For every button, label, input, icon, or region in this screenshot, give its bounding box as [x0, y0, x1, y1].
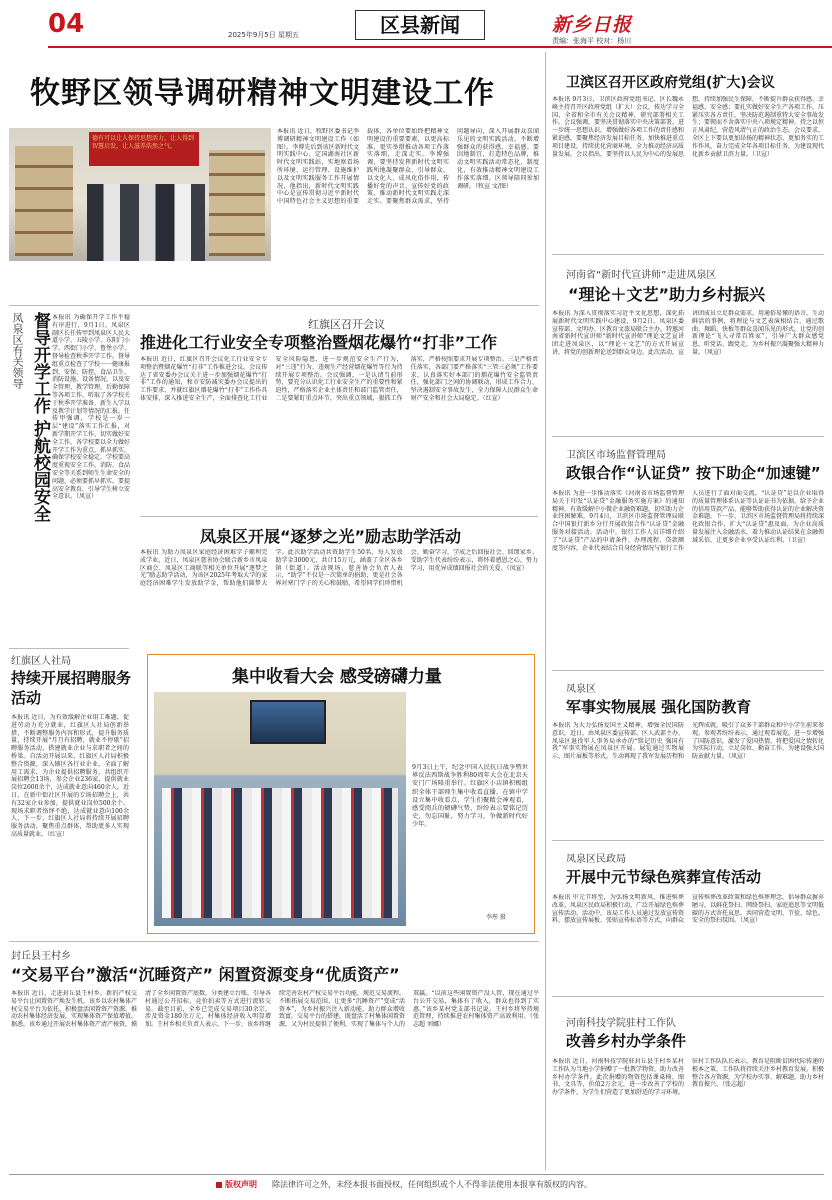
people-silhouettes	[87, 184, 205, 261]
country-headline: “交易平台”激活“沉睡资产” 闲置资源变身“优质资产”	[11, 965, 400, 984]
divider-main	[9, 305, 539, 306]
bookshelf-left	[15, 146, 73, 256]
wzrs-kicker: 红旗区人社局	[11, 656, 71, 667]
main-headline: 牧野区领导调研精神文明建设工作	[30, 76, 495, 111]
divider-r5	[552, 996, 824, 997]
safety-headline: 推进化工行业安全专项整治暨烟花爆竹“打非”工作	[140, 333, 498, 352]
wzrs-body: 本报讯 近日，为有效缓解企业用工难题，促进劳动力充分就业，红旗区人社局创新举措，不断调整服务内容和形式，提升服务质量，持续开展“月月有招聘，就业不停歇”招聘服务活动，搭建就业企业与求职者之间的桥梁。自活动开展以来，红旗区人社局积极整合资源，深入辖区各行业企业，全面了解用工需求，为企业提供招聘服务，共组织开展招聘会13场，参会企业236家，提供就业岗位2600余个，达成就业意向460余人。近日，在新中街社区开展的专场招聘会上，共有32家企业参加，提供就业岗位500余个。现场求职者络绎不绝，达成就业意向100余人，下一步，红旗区人社局将持续开展招聘服务活动，聚焦重点群体，帮助更多人实现高质量就业。（红宣）	[11, 714, 129, 838]
brand-logo: 新乡日报	[552, 14, 633, 36]
right6-body: 本报讯 近日，河南科技学院驻封丘县王村乡某村工作队为当地小学捐赠了一批教学物资，助力改善乡村办学条件。此次捐赠的物资包括课桌椅、图书、文具等，价值2万余元，进一步改善了学校的办学条件，为学生们营造了更加舒适的学习环境。驻村工作队队长表示，教育是阻断贫困代际传递的根本之策，工作队将持续关注乡村教育发展，积极整合各方资源，为学校办实事、解难题，助力乡村教育振兴。（张志超）	[552, 1058, 824, 1097]
divider-safety	[140, 516, 538, 517]
right4-kicker: 凤泉区	[566, 684, 596, 695]
zhuxue-body: 本报讯 为助力凤泉区家庭经济困难学子顺利完成学业，近日，凤泉区慈善协会联合新乡市凤泉区商会、凤泉区工商联等相关单位开展“逐梦之光”励志助学活动，为该区2025年考取大学的家庭经济困难学生发放助学金，帮助他们圆梦大学。此次助学活动共资助学生50名，每人发放助学金3000元，共计15万元，涵盖了全区各乡镇（街道）。活动现场，慈善协会负责人表示，“助学”不仅是一次简单的捐助，更是社会各界对寒门学子的关心和鼓励，希望同学们珍惜机会、勤奋学习，学成之后回报社会、回馈家乡。受助学生代表纷纷表示，将怀着感恩之心，努力学习，用优异成绩回报社会的关爱。（凤宣）	[140, 549, 538, 588]
safety-body: 本报讯 近日，红旗区召开会议化工行业安全专项整治暨烟花爆竹“打非”工作推进会议。会议传达了省安委办会议关于进一步加强烟花爆竹“打非”工作的通知，和市安防减灾委办会议提出的工作要求，并就红旗区烟花爆竹“打非”工作作具体安排，深入推进安全生产，全面排查化工行业安全风险隐患，进一步规范安全生产行为，对“三违”行为、违规生产经营烟花爆竹等行为持续开展专项整治。会议强调，一是认清当前形势，要充分认识化工行业安全生产的重要性和紧迫性，严格落实企业主体责任和部门监管责任，二是要紧盯重点环节，突出重点领域，狠抓工作落实，严格按照要求开展专项整治。三是严格责任落实，各部门要严格落实“三管三必须”工作要求，认真落实好本部门的烟花爆竹安全监管责任，强化部门之间的协调联动，形成工作合力，坚决遏制安全事故发生，全力保障人民群众生命财产安全和社会大局稳定。（红宣）	[140, 356, 538, 402]
main-body: 本报讯 近日，牧野区委书记李博调研精神文明建设工作（如图）。李博先后到该区新时代文明实践中心、定国湖南社区新时代文明实践站，实地察看场所环境、运行管理、设施维护以及文明实践服务工作开展情况，他指出，新时代文明实践中心是宣传贯彻习近平新时代中国特色社会主义思想的重要载体，各单位要始终把精神文明建设的重要要素，以更高标准、更实举措推动各项工作落实落细，走深走实。李博强调，要坚持发挥新时代文明实践所地凝聚群众、引导群众、以文化人、成风化俗作用，传播好党的声音、宣传好党的政策，推动新时代文明实践走深走实。要聚焦群众需求，坚持问题导向，深入开展群众喜闻乐见的文明实践活动，不断增强群众的获得感、幸福感。要因地制宜，打造特色品牌，推动文明实践活动常态化、制度化，有效推动精神文明建设工作落实落细。区领导陪同参加调研。（牧宣 文/图）	[277, 128, 539, 206]
sidebar-body: 本报讯 为确保开学工作平稳有序进行，9月1日，凤泉区副区长任传甲到凤泉区人民大道小学、五陵小学、东阳门小学、西街门小学、鲁堡小学、督导检查秋季开学工作。督导组重点检查了学校一一健康报到、安保、防控，食品卫生、消防设施、设备情况，以及安全管理、教学管理、后勤保障等各项工作，听取了各学校关于秋季开学准备、新生入学以及教学计划等情况的汇报。任传甲强调，学校是一岁一层“建设”落实工作汇报，对新学期开学工作，切实做好安全工作，各学校要以全力做好开学工作为重点，抓早抓实，确保学校安全稳定。学校要高度重视安全工作，消防、食品安全等关系到师生生命安全的问题，必须要抓早抓实。要提高安全教育，引导学生树立安全意识。（凤宣）	[52, 314, 130, 501]
right1-body: 本报讯 9月3日，卫滨区政府党组书记、区长魏永峰主持召开区政府党组（扩大）会议，传达学习全国、全省和全市有关会议精神，研究部署相关工作。会议强调，要坚决贯彻落实中央决策部署，进一步统一思想认识，增强做好各项工作的责任感和紧迫感，要聚焦经济发展目标任务，加快推进重点项目建设，持续优化营商环境，全力推动经济高质量发展。会议指出，要坚持以人民为中心的发展思想，持续加强民生保障，不断提升群众获得感、幸福感、安全感；要扎实做好安全生产各项工作，压紧压实各方责任，坚决防范遏制重特大安全事故发生；要锲而不舍落实中央八项规定精神，持之以恒正风肃纪，营造风清气正的政治生态。会议要求，全区上下要以更加昂扬的精神状态、更加务实的工作作风，奋力完成全年各项目标任务，为建设现代化新乡贡献卫滨力量。（卫宣）	[552, 96, 824, 158]
masthead-rule	[48, 46, 832, 48]
students-rows	[162, 788, 398, 918]
safety-kicker: 红旗区召开会议	[308, 318, 385, 331]
photo-banner: 德有可以让人保持思想活力，让人得到智慧启发，让人滋养浩然之气。	[89, 132, 199, 166]
right2-body: 本报讯 为深入贯彻落实习近平文化思想，深化拓展新时代文明实践中心建设，9月2日，凤泉区委宣传部、文明办、区教育文旅局联合主办，特邀河南省新时代宣讲师“新时代宣讲师”理论文艺宣讲团走进凤泉区，以“理论＋文艺”的方式开展宣讲，将党的创新理论送到群众身边。此次活动，宣讲团成员立足群众需求，用通俗易懂的语言、生动鲜活的事例，将理论与文艺表演相结合，通过歌曲、舞蹈、快板等群众喜闻乐见的形式，让党的创新理论“飞入寻常百姓家”，引导广大群众感党恩、听党话、跟党走，为乡村振兴凝聚强大精神力量。（凤宣）	[552, 310, 824, 356]
divider-r1	[552, 254, 824, 255]
section-title: 区县新闻	[355, 10, 485, 40]
sidebar-label: 凤泉区有关领导	[11, 312, 24, 389]
right2-headline: “理论＋文艺”助力乡村振兴	[568, 285, 766, 304]
right5-body: 本报讯 中元节将至，为弘扬文明新风、推进殡葬改革，凤泉区民政局积极行动，广泛开展绿色殡葬宣传活动。活动中，该局工作人员通过发放宣传资料、摆放宣传展板、张贴宣传标语等方式，向群众宣传殡葬改革政策和绿色殡葬理念，倡导群众摒弃陋习，以鲜花祭扫、网络祭扫、家庭追思等文明低碳的方式寄托哀思，共同营造文明、节俭、绿色、安全的祭扫氛围。（凤宣）	[552, 894, 824, 925]
footer-rule	[9, 1174, 824, 1175]
right2-kicker: 河南省“新时代宣讲师”走进凤泉区	[566, 270, 717, 281]
divider-lower	[9, 941, 539, 942]
zhuxue-headline: 凤泉区开展“逐梦之光”励志助学活动	[200, 527, 462, 546]
right3-body: 本报讯 为进一步推动落实《河南省市场监督管理局关于印发“认证贷”金融服务实施方案》的通知精神，有效缓解中小微企业融资难题，切实助力企业纾困解难，9月4日，卫滨区市场监督管理局联合中国银行新乡分行开展政银合作“认证贷”金融服务对接活动。活动中，银行工作人员详细介绍了“认证贷”产品的申请条件、办理流程、贷款额度等内容，企业代表结合自身经营情况与银行工作人员进行了面对面交流。“认证贷”是以企业取得的质量管理体系认证等认证证书为依据，给予企业的信用贷款产品，能够帮助获得认证的企业解决资金难题。下一步，卫滨区市场监督管理局将持续深化政银合作，扩大“认证贷”惠及面，为企业高质量发展注入金融活水，着力推动认证结果在金融领域采信，让更多企业享受认证红利。（卫宣）	[552, 490, 824, 552]
divider-left-mid	[9, 648, 129, 649]
feature-caption: 9月3日上午，纪念中国人民抗日战争暨世界反法西斯战争胜利80周年大会在北京天安门广场隆重举行。红旗区小店镇积极组织全体干部师生集中收看直播，在镇中学设立集中收看点，学生们聚精会神观看，感受阅兵的磅礴气势，纷纷表示要铭记历史，勿忘国耻，努力学习，争做新时代好少年。	[412, 764, 528, 829]
country-kicker: 封丘县王村乡	[11, 951, 71, 962]
wzrs-headline-a: 持续开展招聘服务活动	[11, 669, 132, 707]
right4-body: 本报讯 为大力弘扬爱国主义精神，增强全民国防意识，近日，由凤泉区委宣传部、区人武部主办，凤泉区退役军人事务局承办的“铭记历史 强国有我”军事实物展在凤泉区开展。展览通过实物展示、图片展板等形式，生动再现了我军发展历程和光辉成就，吸引了众多干部群众和中小学生前来参观。参观者纷纷表示，通过观看展览，进一步增强了国防意识，激发了爱国热情，将把爱国之情转化为实际行动，立足岗位、勤奋工作，为建设强大国防贡献力量。（凤宣）	[552, 722, 824, 761]
divider-r2	[552, 436, 824, 437]
page-number: 04	[48, 9, 85, 39]
right5-headline: 开展中元节绿色殡葬宣传活动	[566, 868, 762, 886]
sidebar-headline: 督导开学工作 护航校园安全	[30, 312, 50, 522]
right3-headline: 政银合作“认证贷” 按下助企“加速键”	[566, 464, 821, 482]
feature-credit: 李彤 摄	[486, 914, 506, 921]
masthead-date: 2025年9月5日 星期五	[228, 31, 299, 39]
footer-text: 除法律许可之外，未经本报书面授权，任何组织或个人不得非法使用本报享有版权的内容。	[272, 1180, 592, 1189]
editors-line: 责编：张海平 校对：杨川	[552, 37, 632, 45]
right1-headline: 卫滨区召开区政府党组(扩大)会议	[566, 75, 775, 91]
right5-kicker: 凤泉区民政局	[566, 854, 626, 865]
main-photo	[9, 128, 271, 261]
divider-vertical	[545, 52, 546, 1170]
right4-headline: 军事实物展展 强化国防教育	[566, 698, 752, 716]
right3-kicker: 卫滨区市场监督管理局	[566, 450, 666, 461]
feature-headline: 集中收看大会 感受磅礴力量	[232, 667, 442, 687]
bookshelf-right	[209, 150, 265, 256]
divider-r3	[552, 670, 824, 671]
country-body: 本报讯 近日，走进封丘县王村乡，新的产权交易平台让闲置资产焕发生机。该乡以农村集体产权交易平台为依托，积极盘活闲置资产资源，推动农村集体经济发展，实现集体资产保值增值。据悉，该乡通过开展农村集体资产清产核资，摸清了全乡闲置资产底数，分类建立台账，引导各村通过公开招标、竞价拍卖等方式进行流转交易。截至目前，全乡已完成交易项目30余宗，涉及资金180余万元，村集体经济收入明显增加。王村乡相关负责人表示，下一步，该乡将继续完善农村产权交易平台功能，规范交易流程，不断拓展交易范围，让更多“沉睡资产”变成“活资本”，为乡村振兴注入新动能，助力群众增收致富。交易平台的搭建，既盘活了村集体闲置资源，又为村民提供了便利，实现了集体与个人的双赢。“以前这些闲置资产没人管，现在通过平台公开交易，集体有了收入，群众也得到了实惠。”该乡某村党支部书记说。王村乡将坚持规范管理，持续推进农村集体资产高效利用。（张志超 刘娜）	[11, 990, 539, 1029]
classroom-screen	[250, 700, 326, 744]
right6-kicker: 河南科技学院驻村工作队	[566, 1018, 676, 1029]
right6-headline: 改善乡村办学条件	[566, 1032, 687, 1050]
footer-square-icon	[216, 1182, 222, 1188]
footer-label: 版权声明	[225, 1180, 257, 1189]
feature-photo	[154, 692, 406, 926]
divider-r4	[552, 840, 824, 841]
